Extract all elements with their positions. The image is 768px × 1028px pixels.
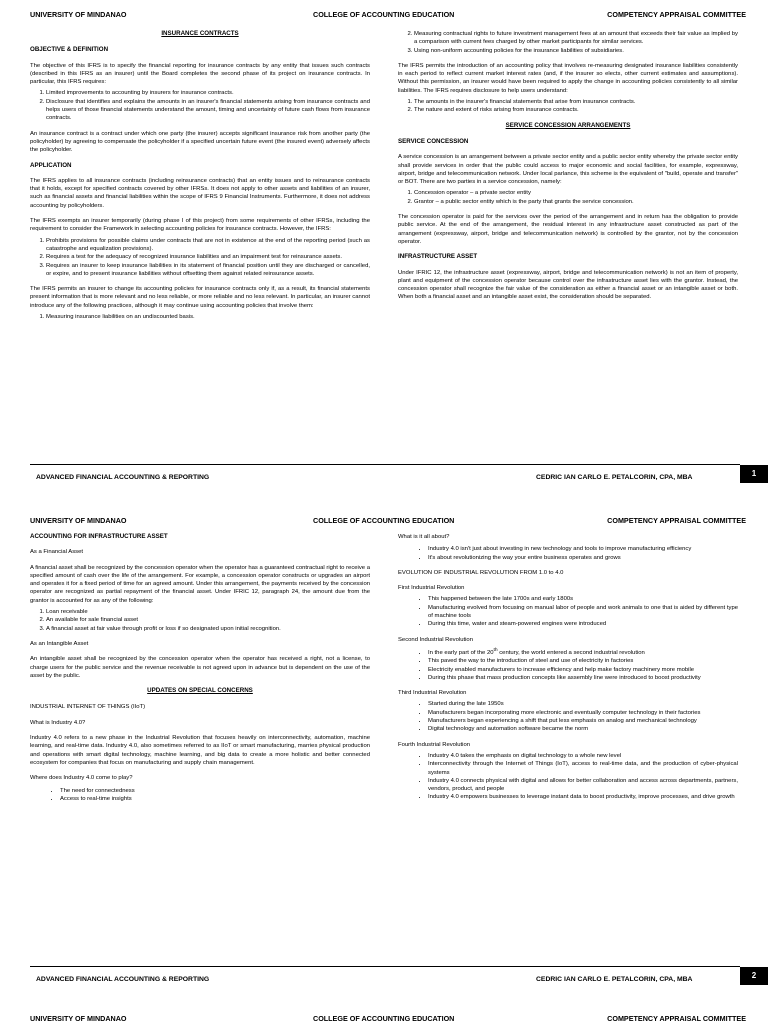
section-title-updates: UPDATES ON SPECIAL CONCERNS <box>147 687 253 695</box>
header-university: UNIVERSITY OF MINDANAO <box>30 516 127 525</box>
header-college: COLLEGE OF ACCOUNTING EDUCATION <box>313 10 455 19</box>
list-item: • This happened between the late 1700s and early 1800s <box>428 595 738 603</box>
page-number: 2 <box>740 967 768 985</box>
paragraph: As an Intangible Asset <box>30 640 89 647</box>
header-committee: COMPETENCY APPRAISAL COMMITTEE <box>607 516 746 525</box>
list-item: • During this time, water and steam-powered engines were introduced <box>428 620 738 628</box>
page-number: 1 <box>740 465 768 483</box>
list-item: 1. Loan receivable <box>46 608 370 616</box>
superscript: th <box>493 647 498 653</box>
list-item: 3. A financial asset at fair value through profit or loss if so designated upon initial recognition. <box>46 625 370 633</box>
list-item: 2. The nature and extent of risks arising from insurance contracts. <box>414 106 738 114</box>
page-header <box>30 10 746 24</box>
list-item: 1. Prohibits provisions for possible claims under contracts that are not in existence at the end of the reporting period (such as catastrophe and equalization provisions). <box>46 237 370 254</box>
list-item: 2. Measuring contractual rights to future investment management fees at an amount that exceeds their fair value as implied by a comparison with current fees charged by other market participants for similar services. <box>414 30 738 47</box>
list-item: 1. Limited improvements to accounting by insurers for insurance contracts. <box>46 89 370 97</box>
list-item: 2. Grantor – a public sector entity which is the party that grants the service concession. <box>414 198 738 206</box>
list-item <box>428 647 738 657</box>
paragraph: The IFRS applies to all insurance contracts (including reinsurance contracts) that an entity issues and to reinsurance contracts that it holds, except for specified contracts covered by other IFRSs. It does not apply to other assets and liabilities of an insurer, such as financial assets and financial liabilities within the scope of IFRS 9 Financial Instruments. Furthermore, it does not address accounting by policyholders. <box>30 177 370 209</box>
list-item: 1. Concession operator – a private sector entity <box>414 189 738 197</box>
numbered-list <box>398 98 738 115</box>
paragraph: First Industrial Revolution <box>398 585 465 592</box>
paragraph: A financial asset shall be recognized by the concession operator when the operator has a guaranteed contractual right to receive a specified amount of cash over the life of the arrangement. For example, a concession operator constructs or upgrades an airport and operates it for a fixed period of time for an agreed amount. Under this arrangement, the payments received by the concession operator are recognized as partial repayment of the financial asset. Under IFRIC 12, paragraph 24, the amount due from the grantor is accounted for as any of the following: <box>30 564 370 604</box>
list-item: • Started during the late 1950s <box>428 700 738 708</box>
numbered-list <box>30 313 370 321</box>
paragraph: A service concession is an arrangement between a private sector entity and a public sector entity whereby the private sector entity shall provide services in order that the public could access to major economic and social facilities, for example, expressway, airport, bridge and telecommunication network. Under local parlance, this scheme is the equivalent of "build, operate and transfer" or BOT. There are two parties in a service concession, namely: <box>398 154 738 186</box>
list-item: • During this phase that mass production concepts like assembly line were introduced to boost productivity <box>428 674 738 682</box>
list-item: • Interconnectivity through the Internet of Things (IoT), access to real-time data, and the production of cyber-physical systems <box>428 760 738 777</box>
list-item: 2. Requires a test for the adequacy of recognized insurance liabilities and an impairment test for reinsurance assets. <box>46 253 370 261</box>
bullet-list <box>398 545 738 562</box>
heading-accounting-infrastructure: ACCOUNTING FOR INFRASTRUCTURE ASSET <box>30 533 168 540</box>
paragraph: EVOLUTION OF INDUSTRIAL REVOLUTION FROM 1.0 to 4.0 <box>398 569 564 576</box>
page-gap <box>0 498 768 506</box>
paragraph: The IFRS permits the introduction of an accounting policy that involves re-measuring designated insurance liabilities consistently in each period to reflect current market interest rates (and, if the insurer so elects, other current estimates and assumptions). Without this permission, an insurer would have been required to apply the change in accounting policies consistently to all similar liabilities. The IFRS requires disclosure to help users understand: <box>398 62 738 94</box>
header-university: UNIVERSITY OF MINDANAO <box>30 1014 127 1023</box>
heading-objective: OBJECTIVE & DEFINITION <box>30 46 109 54</box>
header-university: UNIVERSITY OF MINDANAO <box>30 10 127 19</box>
right-column <box>398 30 738 309</box>
bullet-list <box>398 595 738 628</box>
paragraph: The IFRS permits an insurer to change its accounting policies for insurance contracts only if, as a result, its financial statements present information that is more relevant and no less reliable, or more reliable and no less relevant. In particular, an insurer cannot introduce any of the following practices, although it may continue using accounting policies that involve them: <box>30 286 370 309</box>
paragraph: Industry 4.0 refers to a new phase in the Industrial Revolution that focuses heavily on interconnectivity, automation, machine learning, and real-time data. Industry 4.0, also sometimes referred to as IIoT or smart manufacturing, marries physical production and operations with smart digital technology, machine learning, and big data to create a more holistic and better connected ecosystem for companies that focus on manufacturing and supply chain management. <box>30 735 370 766</box>
list-item: 3. Requires an insurer to keep insurance liabilities in its statement of financial position until they are discharged or cancelled, or expire, and to present insurance liabilities without offsetting them against related reinsurance assets. <box>46 262 370 279</box>
bullet-list <box>30 787 370 804</box>
list-item: • Manufacturers began experiencing a shift that put less emphasis on analog and mechanical technology <box>428 717 738 725</box>
header-college: COLLEGE OF ACCOUNTING EDUCATION <box>313 1014 455 1023</box>
left-column <box>30 533 370 810</box>
right-column <box>398 533 738 809</box>
paragraph: Third Industrial Revolution <box>398 690 467 697</box>
paragraph: Second Industrial Revolution <box>398 636 473 643</box>
list-item: 3. Using non-uniform accounting policies for the insurance liabilities of subsidiaries. <box>414 47 738 55</box>
list-item: • Industry 4.0 isn't just about investing in new technology and tools to improve manufacturing efficiency <box>428 545 738 553</box>
footer-rule <box>30 966 740 967</box>
paragraph: What is Industry 4.0? <box>30 719 86 726</box>
list-item: • Industry 4.0 connects physical with digital and allows for better collaboration and access across departments, partners, vendors, product, and people <box>428 777 738 794</box>
list-item: • This paved the way to the introduction of steel and use of electricity in factories <box>428 657 738 665</box>
header-college: COLLEGE OF ACCOUNTING EDUCATION <box>313 516 455 525</box>
list-item: • Access to real-time insights <box>60 795 370 803</box>
footer-course: ADVANCED FINANCIAL ACCOUNTING & REPORTING <box>36 976 210 983</box>
paragraph: What is it all about? <box>398 534 450 540</box>
heading-service-concession: SERVICE CONCESSION <box>398 137 469 145</box>
paragraph: The concession operator is paid for the services over the period of the arrangement and in return has the obligation to provide public service. At the end of the arrangement, the residual interest in any infrastructure asset constructed as part of the arrangement (expressway, airport, bridge and telecommunication network) is controlled by the grantor, not by the concession operator. <box>398 214 738 245</box>
page-1 <box>0 0 768 504</box>
footer-author: CEDRIC IAN CARLO E. PETALCORIN, CPA, MBA <box>536 976 693 983</box>
list-item: 1. Measuring insurance liabilities on an undiscounted basis. <box>46 313 370 321</box>
numbered-list <box>30 89 370 122</box>
numbered-list <box>398 189 738 206</box>
list-item: • Digital technology and automation software became the norm <box>428 725 738 733</box>
header-committee: COMPETENCY APPRAISAL COMMITTEE <box>607 1014 746 1023</box>
footer-rule <box>30 464 740 465</box>
list-item: • Manufacturing evolved from focusing on manual labor of people and work animals to one that is aided by different type of machine tools <box>428 604 738 621</box>
paragraph: An insurance contract is a contract under which one party (the insurer) accepts significant insurance risk from another party (the policyholder) by agreeing to compensate the policyholder if a specified uncertain future event (the insured event) adversely affects the policyholder. <box>30 130 370 154</box>
footer-author: CEDRIC IAN CARLO E. PETALCORIN, CPA, MBA <box>536 474 693 481</box>
paragraph: An intangible asset shall be recognized by the concession operator when the operator has received a right, not a license, to charge users for the public service and the revenue receivable is not agreed upon in advance but is dependent on the use of the asset by the public. <box>30 656 370 679</box>
list-item: 1. The amounts in the insurer's financial statements that arise from insurance contracts. <box>414 98 738 106</box>
bullet-list <box>398 700 738 733</box>
paragraph: As a Financial Asset <box>30 549 84 556</box>
bullet-list <box>398 752 738 802</box>
paragraph: Under IFRIC 12, the infrastructure asset (expressway, airport, bridge and telecommunication network) is not an item of property, plant and equipment of the concession operator because control over the infrastructure asset lies with the grantor. Instead, the concession operator shall recognize the fair value of the consideration as either a financial asset or an intangible asset or both. When both a financial asset and an intangible asset exist, the consideration should be separated. <box>398 269 738 301</box>
page-2 <box>0 506 768 1010</box>
text: century, the world entered a second industrial revolution <box>497 649 645 656</box>
paragraph: INDUSTRIAL INTERNET OF THINGS (IIoT) <box>30 704 146 711</box>
numbered-list <box>30 237 370 278</box>
next-page-header <box>30 1014 746 1028</box>
list-item: • The need for connectedness <box>60 787 370 795</box>
paragraph: Where does Industry 4.0 come to play? <box>30 775 133 782</box>
list-item: • Electricity enabled manufacturers to increase efficiency and help make factory machinery more mobile <box>428 666 738 674</box>
section-title-insurance: INSURANCE CONTRACTS <box>161 30 239 37</box>
heading-infrastructure-asset: INFRASTRUCTURE ASSET <box>398 253 478 261</box>
list-item: • It's about revolutionizing the way your entire business operates and grows <box>428 554 738 562</box>
section-title-service-concession: SERVICE CONCESSION ARRANGEMENTS <box>505 121 631 129</box>
header-committee: COMPETENCY APPRAISAL COMMITTEE <box>607 10 746 19</box>
heading-application: APPLICATION <box>30 161 72 169</box>
left-column <box>30 30 370 328</box>
paragraph: The IFRS exempts an insurer temporarily (during phase I of this project) from some requirements of other IFRSs, including the requirement to consider the Framework in selecting accounting policies for insurance contracts. However, the IFRS: <box>30 218 370 233</box>
numbered-list <box>30 608 370 633</box>
text: In the early part of the 20 <box>428 649 494 656</box>
list-item: 2. An available for sale financial asset <box>46 616 370 624</box>
bullet-list <box>398 647 738 682</box>
numbered-list <box>398 30 738 55</box>
footer-course: ADVANCED FINANCIAL ACCOUNTING & REPORTING <box>36 474 210 481</box>
list-item: • Industry 4.0 empowers businesses to leverage instant data to boost productivity, improve processes, and drive growth <box>428 793 738 801</box>
list-item: • Industry 4.0 takes the emphasis on digital technology to a whole new level <box>428 752 738 760</box>
page-header <box>30 516 746 530</box>
paragraph: The objective of this IFRS is to specify the financial reporting for insurance contracts by any entity that issues such contracts (described in this IFRS as an insurer) until the Board completes the second phase of its project on insurance contracts. In particular, this IFRS requires: <box>30 62 370 86</box>
list-item: • Manufacturers began incorporating more electronic and eventually computer technology in their factories <box>428 709 738 717</box>
paragraph: Fourth Industrial Revolution <box>398 741 471 748</box>
list-item: 2. Disclosure that identifies and explains the amounts in an insurer's financial statements arising from insurance contracts and helps users of those financial statements understand the amount, timing and uncertainty of future cash flows from insurance contracts. <box>46 98 370 123</box>
